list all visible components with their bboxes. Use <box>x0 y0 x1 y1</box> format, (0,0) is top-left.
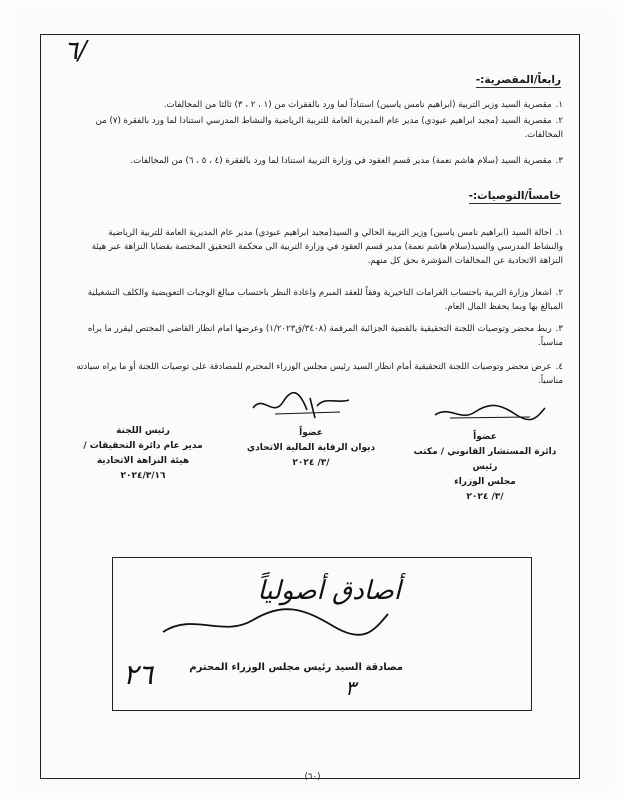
signature-scribble-legal <box>430 400 550 430</box>
approval-stamp-box <box>112 557 532 711</box>
section-heading-culpability: رابعاً/المقصرية:- <box>475 74 561 86</box>
culpability-item-2: ٢.مقصرية السيد (مجيد ابراهيم عبودي) مدير عام المديرية العامة للتربية الرياضية والنشاط المدرسي استنادا لما ورد بالفقرة (٧) من المخالفات. <box>95 116 563 140</box>
recommendation-item-2: ٢.اشعار وزارة التربية باحتساب الغرامات التاخيرية وفقاً للعقد المبرم واعادة النظر باحتساب مبالغ الوجبات التعويضية والكلف التشغيلية المبالغ بها وبما يحفظ المال العام. <box>87 288 563 312</box>
recommendation-item-3: ٣.ربط محضر وتوصيات اللجنة التحقيقية بالقضية الجزائية المرقمة (٣٤٠٨/ق١/٢٠٢٣) وعرضها امام انظار القاضي المختص ليقرر ما يراه مناسباً. <box>87 324 563 348</box>
recommendation-item-1: ١.احالة السيد (ابراهيم نامس ياسين) وزير التربية الحالي و السيد(مجيد ابراهيم عبودي) مدير عام المديرية العامة للتربية الرياضية والنشاط المدرسي والسيد(سلام هاشم نعمة) مدير قسم العقود في وزارة التربية الى محكمة التحقيق المختصة بقضايا النزاهة عبر هيئة النزاهة الاتحادية عن المخالفات المؤشرة بحق كل منهم. <box>91 228 563 266</box>
signature-block-financial-audit: عضواً ديوان الرقابة المالية الاتحادي /٣/ ٢٠٢٤ <box>246 428 376 468</box>
handwritten-page-marker: ٦/ <box>64 36 87 66</box>
culpability-item-1: ١.مقصرية السيد وزير التربية (ابراهيم نامس ياسين) استناداً لما ورد بالفقرات من (١ ، ٢ ، ٣) ثالثا من المخالفات. <box>163 100 563 110</box>
approval-signature-scribble <box>153 602 393 642</box>
handwritten-approval-sub: ٣ <box>345 676 356 700</box>
signature-scribble-audit <box>245 388 355 422</box>
handwritten-approval: أصادق أصولياً <box>257 576 401 606</box>
signature-block-committee-chair: رئيس اللجنة مدير عام دائرة التحقيقات / هيئة النزاهة الاتحادية ٢٠٢٤/٣/١٦ <box>83 426 203 481</box>
page-number: (٦٠) <box>304 772 321 782</box>
culpability-item-3: ٣.مقصرية السيد (سلام هاشم نعمة) مدير قسم العقود في وزارة التربية استنادا لما ورد بالفقرة (٤ ، ٥ ، ٦) من المخالفات. <box>130 156 563 166</box>
signature-block-legal-advisor: عضواً دائرة المستشار القانوني / مكتب رئيس مجلس الوزراء /٣/ ٢٠٢٤ <box>413 432 557 502</box>
recommendation-item-4: ٤.عرض محضر وتوصيات اللجنة التحقيقية أمام انظار السيد رئيس مجلس الوزراء المحترم للمصادقة على توصيات اللجنة أو ما يراه سيادته مناسباً. <box>76 362 563 386</box>
approval-printed-text: مصادقة السيد رئيس مجلس الوزراء المحترم <box>189 662 403 673</box>
handwritten-approval-number: ٢٦ <box>123 658 154 691</box>
section-heading-recommendations: خامساً/التوصيات:- <box>468 190 561 202</box>
